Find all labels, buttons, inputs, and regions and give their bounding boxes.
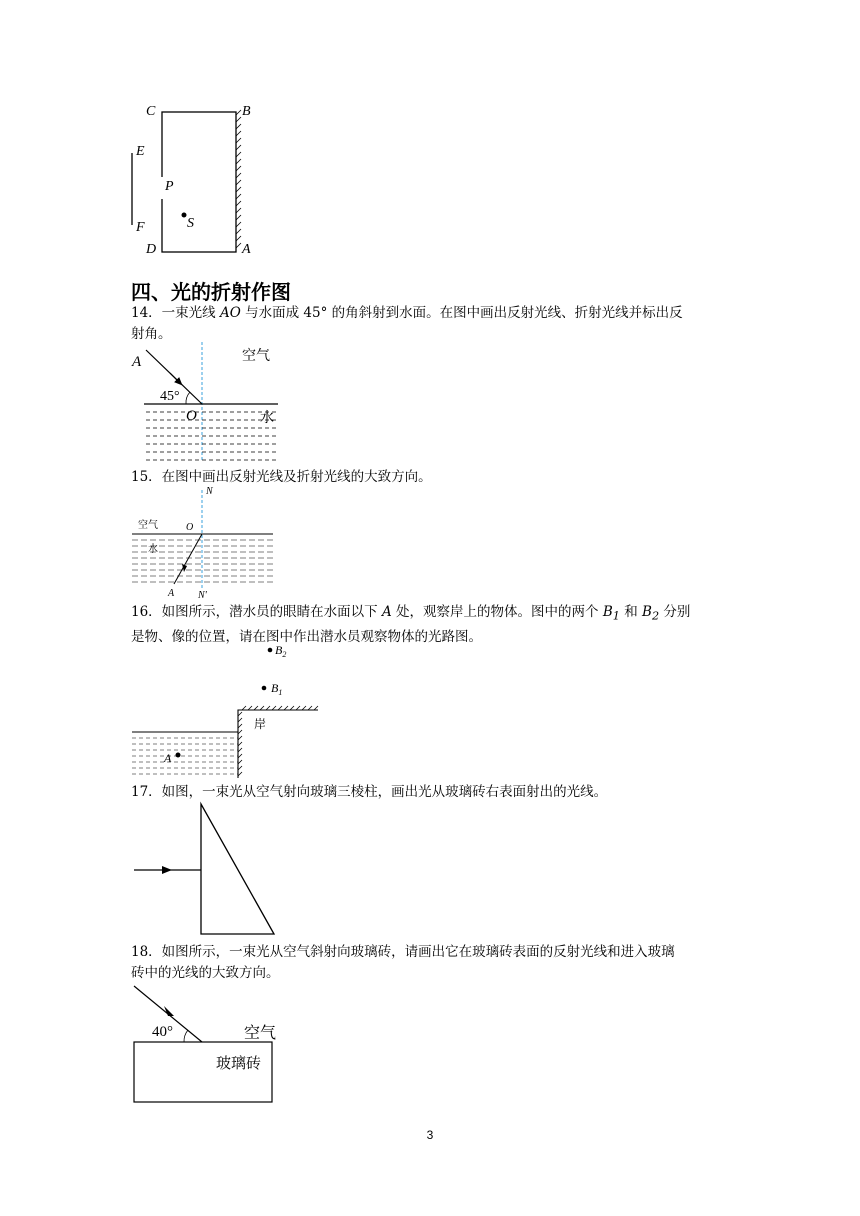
label-a: A: [132, 354, 142, 370]
q16-text-a-var: A: [381, 604, 392, 620]
label-d: D: [146, 242, 157, 257]
q16-text-c: 分别: [659, 604, 691, 620]
label-c: C: [146, 104, 156, 119]
mirror-hatch: [236, 110, 241, 248]
incident-arrow: [162, 866, 172, 874]
label-o: O: [186, 522, 194, 533]
figure-14: [128, 342, 288, 464]
q17-text: 17．如图，一束光从空气射向玻璃三棱柱，画出光从玻璃砖右表面射出的光线。: [131, 784, 608, 800]
incident-ray: [174, 534, 202, 584]
figure-16: [128, 640, 328, 782]
q14-text-b: 与水面成 45° 的角斜射到水面。在图中画出反射光线、折射光线并标出反: [240, 305, 683, 321]
water-hatch: [132, 738, 238, 774]
q16-text-d: 是物、像的位置，请在图中作出潜水员观察物体的光路图。: [131, 628, 482, 645]
label-angle: 45°: [160, 389, 180, 404]
q16-text-b: 处，观察岸上的物体。图中的两个: [391, 604, 603, 620]
figure-13: [120, 95, 270, 265]
label-o: O: [186, 408, 197, 424]
label-b1-letter: B: [271, 681, 279, 695]
label-s: S: [187, 216, 194, 231]
point-b2: [268, 648, 273, 653]
label-angle: 40°: [152, 1024, 173, 1040]
q18-text-b: 砖中的光线的大致方向。: [131, 965, 280, 981]
label-b1-sub: 1: [278, 688, 283, 697]
page-number: 3: [426, 1128, 434, 1142]
label-a: A: [242, 242, 251, 257]
label-water: 水: [260, 410, 274, 426]
shore-outline: [238, 710, 318, 778]
q16-text-a: 16．如图所示，潜水员的眼睛在水面以下: [131, 604, 382, 620]
label-a: A: [164, 751, 172, 765]
q16-b2: B: [642, 604, 652, 620]
figure-18: [128, 980, 288, 1108]
incident-arrow: [164, 1006, 174, 1016]
q16-b1: B: [602, 604, 613, 620]
label-shore: 岸: [254, 717, 267, 731]
question-14: [131, 303, 731, 345]
q16-b2-sub: 2: [651, 609, 660, 623]
water-hatch: [146, 412, 278, 460]
prism: [201, 804, 274, 934]
label-n-prime: N': [198, 590, 207, 601]
label-a: A: [168, 588, 175, 599]
section-heading: 四、光的折射作图: [131, 280, 291, 304]
angle-arc: [184, 1030, 188, 1042]
point-s: [182, 213, 187, 218]
label-glass: 玻璃砖: [216, 1054, 262, 1072]
q14-text-c: 射角。: [131, 326, 172, 342]
q15-text: 15．在图中画出反射光线及折射光线的大致方向。: [131, 469, 432, 485]
q16-and: 和: [619, 604, 643, 620]
incident-arrow: [170, 373, 180, 383]
q14-text-ao: AO: [219, 305, 241, 321]
label-b2-sub: 2: [282, 650, 287, 659]
shore-hatch: [238, 706, 318, 776]
glass-block: [134, 1042, 272, 1102]
q14-text-a: 14．一束光线: [131, 305, 220, 321]
q16-b1-sub: 1: [612, 609, 620, 623]
label-air: 空气: [242, 348, 270, 364]
q18-text-a: 18．如图所示，一束光从空气斜射向玻璃砖，请画出它在玻璃砖表面的反射光线和进入玻璃: [131, 944, 675, 960]
label-b: B: [242, 104, 251, 119]
point-b1: [262, 686, 267, 691]
label-b2-letter: B: [275, 643, 283, 657]
label-b1: [271, 681, 282, 697]
figure-15: [128, 484, 278, 602]
label-e: E: [136, 144, 145, 159]
point-a: [176, 753, 181, 758]
label-b2: [275, 643, 286, 659]
label-p: P: [165, 179, 174, 194]
question-18: [131, 942, 731, 984]
angle-arc: [186, 392, 190, 404]
label-f: F: [136, 220, 145, 235]
label-water: 水: [148, 544, 158, 555]
figure-17: [128, 800, 288, 940]
label-n: N: [206, 486, 213, 497]
label-air: 空气: [138, 520, 158, 531]
label-air: 空气: [244, 1023, 277, 1042]
